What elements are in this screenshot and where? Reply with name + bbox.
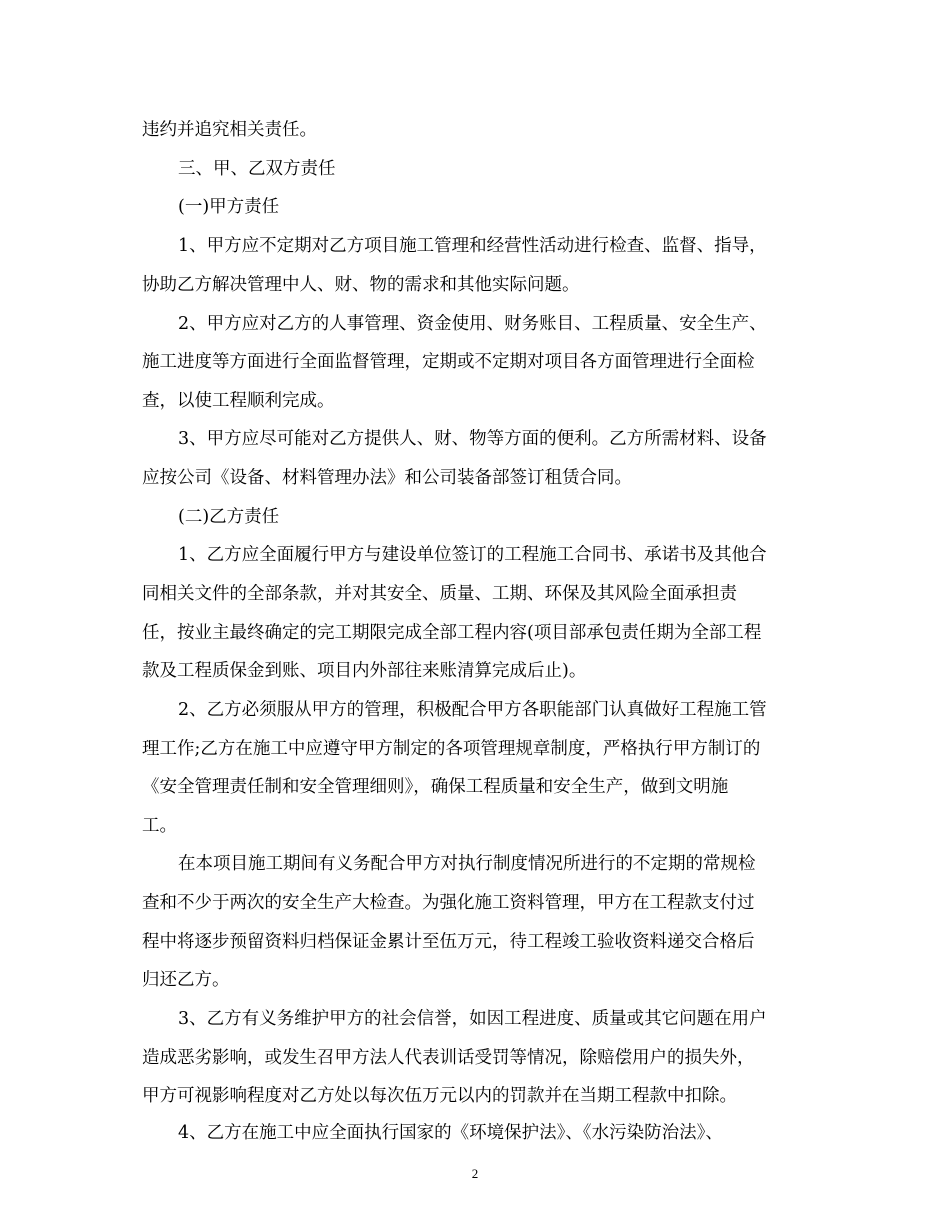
text-line: 3、乙方有义务维护甲方的社会信誉，如因工程进度、质量或其它问题在用户 [178, 1009, 767, 1029]
text-line: 协助乙方解决管理中人、财、物的需求和其他实际问题。 [142, 275, 580, 295]
text-line: 在本项目施工期间有义务配合甲方对执行制度情况所进行的不定期的常规检 [178, 854, 756, 874]
page-number: 2 [471, 1166, 479, 1181]
text-line: 任，按业主最终确定的完工期限完成全部工程内容(项目部承包责任期为全部工程 [142, 623, 762, 643]
text-line: 2、甲方应对乙方的人事管理、资金使用、财务账目、工程质量、安全生产、 [178, 314, 767, 334]
subsection-heading: (一)甲方责任 [178, 197, 280, 217]
text-line: 甲方可视影响程度对乙方处以每次伍万元以内的罚款并在当期工程款中扣除。 [142, 1086, 737, 1106]
section-heading: 三、甲、乙双方责任 [178, 159, 336, 179]
text-line: 程中将逐步预留资料归档保证金累计至伍万元，待工程竣工验收资料递交合格后 [142, 932, 755, 952]
text-line: 《安全管理责任制和安全管理细则》，确保工程质量和安全生产，做到文明施 [142, 777, 729, 797]
text-line: 违约并追究相关责任。 [142, 120, 317, 140]
text-line: 施工进度等方面进行全面监督管理，定期或不定期对项目各方面管理进行全面检 [142, 352, 755, 372]
text-line: 1、甲方应不定期对乙方项目施工管理和经营性活动进行检查、监督、指导， [178, 236, 767, 256]
subsection-heading: (二)乙方责任 [178, 507, 280, 527]
text-line: 同相关文件的全部条款，并对其安全、质量、工期、环保及其风险全面承担责 [142, 584, 737, 604]
text-line: 2、乙方必须服从甲方的管理，积极配合甲方各职能部门认真做好工程施工管 [178, 700, 767, 720]
text-line: 应按公司《设备、材料管理办法》和公司装备部签订租赁合同。 [142, 468, 632, 488]
text-line: 1、乙方应全面履行甲方与建设单位签订的工程施工合同书、承诺书及其他合 [178, 545, 767, 565]
text-line: 查和不少于两次的安全生产大检查。为强化施工资料管理，甲方在工程款支付过 [142, 893, 755, 913]
text-line: 归还乙方。 [142, 970, 230, 990]
text-line: 造成恶劣影响，或发生召甲方法人代表训话受罚等情况，除赔偿用户的损失外， [142, 1048, 755, 1068]
text-line: 理工作;乙方在施工中应遵守甲方制定的各项管理规章制度，严格执行甲方制订的 [142, 739, 761, 759]
text-line: 款及工程质保金到账、项目内外部往来账清算完成后止)。 [142, 661, 587, 681]
text-line: 工。 [142, 816, 177, 836]
text-line: 查，以使工程顺利完成。 [142, 391, 335, 411]
text-line: 3、甲方应尽可能对乙方提供人、财、物等方面的便利。乙方所需材料、设备 [178, 429, 767, 449]
text-line: 4、乙方在施工中应全面执行国家的《环境保护法》、《水污染防治法》、 [178, 1123, 723, 1143]
